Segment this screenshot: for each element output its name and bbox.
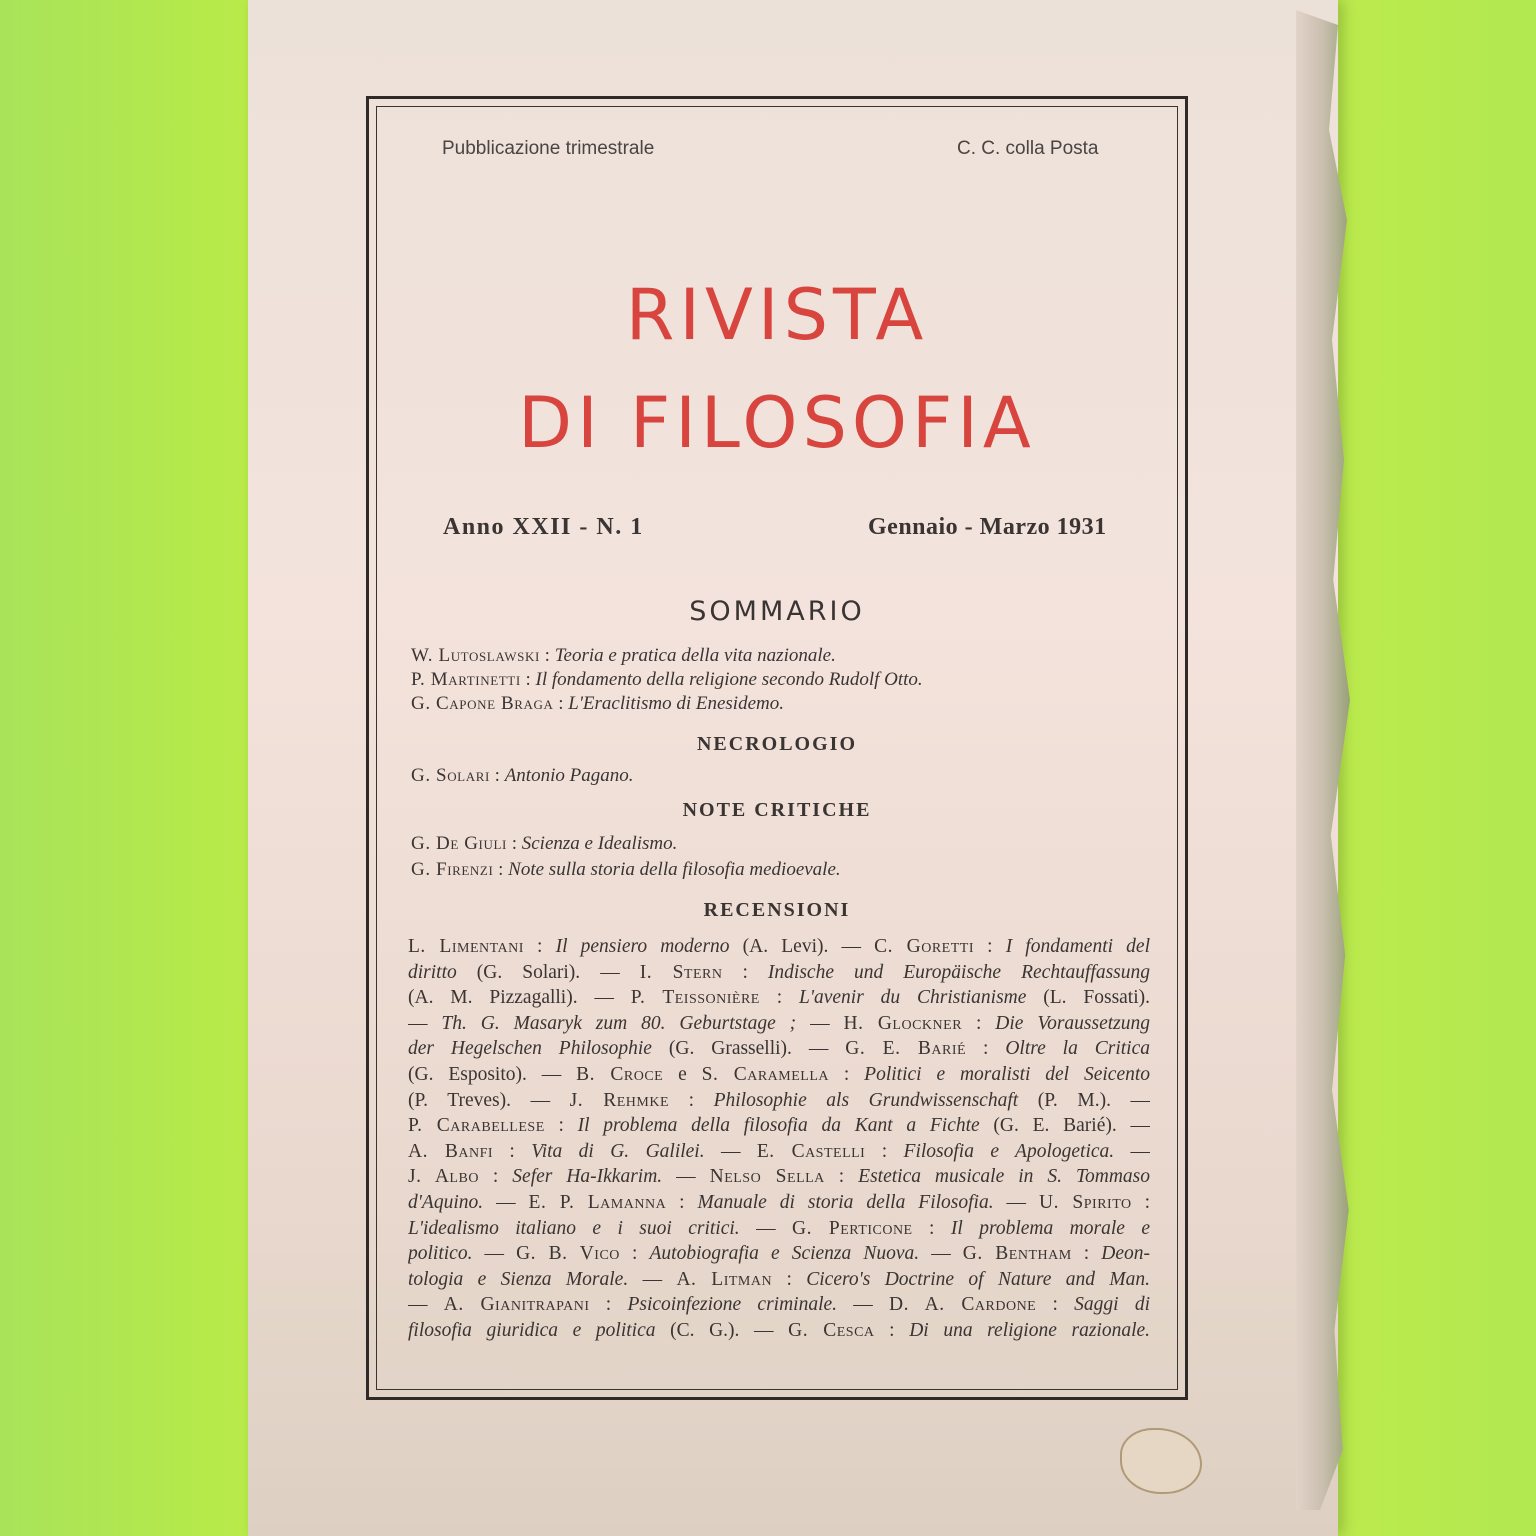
review-text: :	[974, 936, 1006, 957]
review-author: L. Limentani	[408, 936, 524, 957]
review-title: Th. G. Masaryk zum 80. Geburtstage ;	[441, 1012, 797, 1034]
review-author: G. E. Barié	[845, 1038, 967, 1060]
review-line	[408, 1241, 1150, 1267]
review-author: J. Albo	[408, 1166, 479, 1188]
review-text: —	[993, 1191, 1040, 1213]
review-author: P. Carabellese	[408, 1115, 545, 1137]
review-title: I fondamenti del	[1005, 936, 1150, 957]
review-title: Autobiografia e Scienza Nuova.	[649, 1243, 920, 1265]
review-text: :	[962, 1012, 996, 1034]
note-critiche-heading: NOTE CRITICHE	[682, 799, 872, 821]
review-title: Psicoinfezione criminale.	[627, 1294, 838, 1316]
review-text: —	[796, 1012, 844, 1034]
review-title: politico.	[408, 1243, 473, 1265]
toc-entry	[411, 859, 841, 881]
journal-title-line-2: DI FILOSOFIA	[518, 382, 1036, 464]
review-text: :	[966, 1038, 1006, 1060]
toc-separator: :	[489, 765, 505, 786]
toc-entry	[411, 669, 923, 691]
review-text: (C. G.). —	[655, 1319, 789, 1341]
review-author: Nelso Sella	[709, 1166, 825, 1188]
review-title: Saggi di	[1074, 1294, 1150, 1316]
toc-separator: :	[539, 645, 555, 666]
review-text: —	[704, 1140, 757, 1162]
review-line	[408, 1292, 1150, 1318]
review-title: Indische und Europäische Rechtauffassung	[767, 961, 1150, 983]
review-line	[408, 934, 1150, 960]
toc-author: P. Martinetti	[411, 669, 521, 690]
review-text: —	[472, 1243, 517, 1265]
toc-work: L'Eraclitismo di Enesidemo.	[568, 693, 784, 714]
review-title: Deon-	[1101, 1243, 1150, 1265]
review-text: :	[493, 1140, 532, 1162]
recensioni-heading: RECENSIONI	[703, 899, 851, 921]
review-line	[408, 1088, 1150, 1114]
review-text: (G. Grasselli). —	[651, 1038, 846, 1060]
toc-author: W. Lutoslawski	[411, 645, 540, 666]
review-text: —	[483, 1191, 529, 1213]
review-text: —	[739, 1217, 793, 1239]
review-title: Die Voraussetzung	[995, 1012, 1150, 1034]
review-title: Di una religione razionale.	[909, 1319, 1150, 1341]
review-line	[408, 1164, 1150, 1190]
review-text: :	[829, 1063, 865, 1085]
publication-frequency: Pubblicazione trimestrale	[442, 138, 655, 159]
review-text: :	[523, 936, 556, 957]
review-text: :	[824, 1166, 859, 1188]
review-title: Vita di G. Galilei.	[531, 1140, 705, 1162]
review-title: filosofia giuridica e politica	[408, 1319, 656, 1341]
torn-page-edge	[1296, 10, 1356, 1510]
review-text: (A. Levi). —	[729, 936, 875, 957]
review-title: Il pensiero moderno	[555, 936, 730, 957]
review-line	[408, 1011, 1150, 1037]
review-text: (P. M.). —	[1018, 1089, 1150, 1111]
review-text: (G. Esposito). —	[408, 1063, 577, 1085]
review-text: (G. E. Barié). —	[979, 1115, 1150, 1137]
review-title: Philosophie als Grundwissenschaft	[713, 1089, 1019, 1111]
review-author: E. Castelli	[756, 1140, 866, 1162]
review-text: :	[865, 1140, 904, 1162]
review-title: diritto	[408, 961, 457, 983]
toc-separator: :	[520, 669, 536, 690]
review-author: C. Goretti	[874, 936, 974, 957]
review-text: :	[722, 961, 768, 983]
review-author: J. Rehmke	[569, 1089, 669, 1111]
review-title: Estetica musicale in S. Tommaso	[858, 1166, 1150, 1188]
toc-entry	[411, 765, 633, 787]
toc-entry	[411, 693, 784, 715]
review-title: d'Aquino.	[408, 1191, 484, 1213]
review-title: der Hegelschen Philosophie	[408, 1038, 652, 1060]
review-text: :	[544, 1115, 578, 1137]
toc-work: Scienza e Idealismo.	[521, 833, 678, 854]
review-author: G. Perticone	[792, 1217, 913, 1239]
review-line	[408, 1190, 1150, 1216]
review-text: —	[408, 1012, 442, 1034]
review-title: Sefer Ha-Ikkarim.	[512, 1166, 663, 1188]
review-author: I. Stern	[639, 961, 723, 983]
review-author: A. Litman	[676, 1268, 773, 1290]
review-text: —	[628, 1268, 677, 1290]
review-text: :	[1071, 1243, 1102, 1265]
review-author: U. Spirito	[1039, 1191, 1132, 1213]
review-line	[408, 1267, 1150, 1293]
review-author: S. Caramella	[701, 1063, 829, 1085]
review-text: —	[408, 1294, 444, 1316]
review-title: Manuale di storia della Filosofia.	[697, 1191, 994, 1213]
toc-author: G. Solari	[411, 765, 490, 786]
review-line	[408, 1062, 1150, 1088]
review-author: D. A. Cardone	[889, 1294, 1037, 1316]
review-author: A. Gianitrapani	[443, 1294, 590, 1316]
issue-date: Gennaio - Marzo 1931	[868, 514, 1107, 540]
review-text: :	[912, 1217, 951, 1239]
journal-title-line-1: RIVISTA	[625, 274, 929, 356]
review-text: :	[666, 1191, 698, 1213]
toc-entry	[411, 645, 836, 667]
toc-separator: :	[493, 859, 509, 880]
review-line	[408, 1036, 1150, 1062]
review-line	[408, 1318, 1150, 1344]
review-text: :	[589, 1294, 628, 1316]
review-author: G. B. Vico	[516, 1243, 620, 1265]
review-text: —	[919, 1243, 963, 1265]
issue-number: Anno XXII - N. 1	[443, 514, 644, 540]
toc-author: G. Firenzi	[411, 859, 494, 880]
review-line	[408, 1113, 1150, 1139]
review-text: :	[1036, 1294, 1075, 1316]
sommario-heading: SOMMARIO	[689, 596, 865, 627]
toc-entry	[411, 833, 677, 855]
review-text: :	[669, 1089, 714, 1111]
review-text: (G. Solari). —	[456, 961, 640, 983]
review-text: :	[619, 1243, 650, 1265]
review-line	[408, 985, 1150, 1011]
review-author: P. Teissonière	[630, 987, 760, 1009]
review-line	[408, 1139, 1150, 1165]
review-text: —	[1114, 1140, 1150, 1162]
review-title: L'idealismo italiano e i suoi critici.	[408, 1217, 740, 1239]
review-title: Cicero's Doctrine of Nature and Man.	[806, 1268, 1150, 1290]
review-title: Il problema morale e	[950, 1217, 1150, 1239]
review-title: Oltre la Critica	[1005, 1038, 1150, 1060]
toc-work: Note sulla storia della filosofia medioevale.	[508, 859, 841, 880]
review-line	[408, 1216, 1150, 1242]
toc-separator: :	[553, 693, 569, 714]
review-title: tologia e Sienza Morale.	[408, 1268, 629, 1290]
review-author: G. Bentham	[962, 1243, 1072, 1265]
toc-author: G. De Giuli	[411, 833, 507, 854]
necrologio-heading: NECROLOGIO	[696, 733, 858, 755]
recensioni-body	[408, 934, 1150, 1344]
review-text: —	[662, 1166, 710, 1188]
review-text: (A. M. Pizzagalli). —	[408, 987, 631, 1009]
toc-work: Teoria e pratica della vita nazionale.	[554, 645, 836, 666]
review-author: G. Cesca	[788, 1319, 875, 1341]
review-text: (L. Fossati).	[1026, 987, 1150, 1009]
review-text: :	[478, 1166, 513, 1188]
review-title: Politici e moralisti del Seicento	[864, 1063, 1150, 1085]
review-text: :	[759, 987, 799, 1009]
toc-author: G. Capone Braga	[411, 693, 554, 714]
review-author: H. Glockner	[843, 1012, 963, 1034]
review-author: E. P. Lamanna	[528, 1191, 667, 1213]
toc-work: Il fondamento della religione secondo Rudolf Otto.	[535, 669, 923, 690]
toc-separator: :	[506, 833, 522, 854]
review-text: —	[837, 1294, 890, 1316]
review-text: :	[772, 1268, 807, 1290]
review-title: Filosofia e Apologetica.	[903, 1140, 1115, 1162]
review-author: A. Banfi	[408, 1140, 494, 1162]
review-title: Il problema della filosofia da Kant a Fichte	[577, 1115, 980, 1137]
review-text: :	[874, 1319, 910, 1341]
review-text: e	[663, 1063, 702, 1085]
review-line	[408, 960, 1150, 986]
review-text: (P. Treves). —	[408, 1089, 570, 1111]
review-title: L'avenir du Christianisme	[798, 987, 1027, 1009]
toc-work: Antonio Pagano.	[504, 765, 634, 786]
review-text: :	[1131, 1191, 1150, 1213]
review-author: B. Croce	[576, 1063, 664, 1085]
postal-note: C. C. colla Posta	[957, 138, 1099, 159]
